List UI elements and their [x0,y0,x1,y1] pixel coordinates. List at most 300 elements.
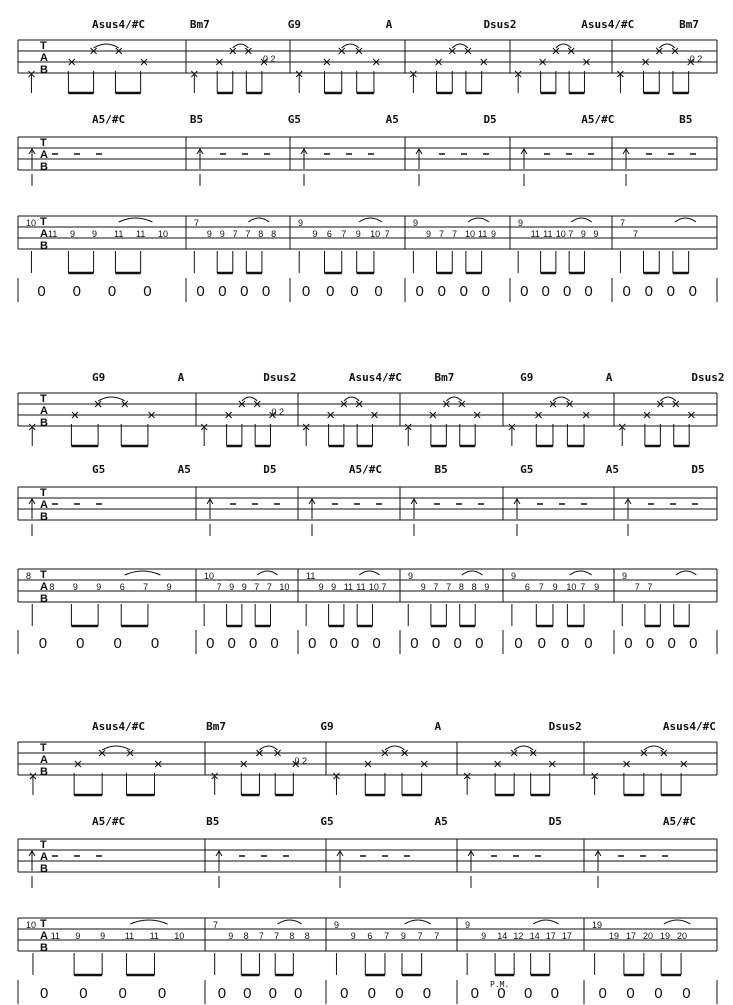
fret-number: 8 [26,571,32,581]
fret-number: 7 [254,582,260,592]
fret-number: 0 2 [689,54,703,64]
chord-name: A [605,371,613,384]
count-digit: 0 [308,635,317,652]
power-measure [625,499,698,536]
fret-number: 11 [149,931,159,941]
count-digit: 0 [624,635,633,652]
tie-arc [259,746,277,750]
chord-name: G5 [520,463,534,476]
count-digit: 0 [415,283,424,300]
power-measure [197,149,270,186]
fret-number: 7 [384,229,390,239]
tie-arc [462,571,483,575]
tab-clef-letter: A [40,581,48,593]
power-measure [216,851,289,888]
count-digit: 0 [79,985,88,1002]
power-measure [301,149,374,186]
chord-name: B5 [189,113,204,126]
count-digit: 0 [340,985,349,1002]
count-digit: 0 [350,635,360,652]
count-digit: 0 [666,283,675,300]
fret-number: 9 [408,571,414,581]
fret-number: 10 [204,571,215,581]
tab-clef-letter: T [40,569,47,581]
chord-name: Asus4/#C [581,18,635,31]
tab-clef-letter: T [40,137,47,149]
melody-measure [408,571,482,626]
tie-arc [675,218,696,222]
chord-name: G5 [320,815,334,828]
tab-clef-letter: B [40,64,48,76]
chord-name: Asus4/#C [348,371,402,384]
tab-clef-letter: A [40,228,48,240]
tie-arc [94,44,119,48]
tab-clef-letter: A [40,149,48,161]
fret-number: 14 [497,931,508,941]
fret-number: 7 [194,218,200,228]
count-digit: 0 [150,635,160,652]
tab-clef-letter: B [40,417,48,429]
fret-number: 7 [245,229,251,239]
fret-number: 9 [331,582,337,592]
count-digit: 0 [437,283,446,300]
chord-name: A [434,720,442,733]
fret-number: 7 [538,582,544,592]
tab-clef-letter: A [40,405,48,417]
count-row [18,278,717,302]
tie-arc [553,397,570,401]
fret-number: 9 [92,229,98,239]
fret-number: 7 [452,229,458,239]
count-digit: 0 [550,985,559,1002]
fret-number: 8 [271,229,277,239]
fret-number: 7 [258,931,264,941]
fret-number: 9 [622,571,628,581]
fret-number: 9 [350,931,356,941]
chord-name: D5 [483,113,497,126]
chord-name: A5/#C [92,113,126,126]
tab-clef-letter: T [40,393,47,405]
chord-name: Dsus2 [548,720,582,733]
tie-arc [664,920,691,924]
count-digit: 0 [395,985,404,1002]
fret-number: 9 [518,218,524,228]
chord-name: Dsus2 [483,18,517,31]
tie-arc [468,218,489,222]
fret-number: 7 [381,582,387,592]
tab-clef-letter: A [40,499,48,511]
tie-arc [130,920,167,924]
fret-number: 12 [513,931,524,941]
count-digit: 0 [217,985,227,1002]
count-digit: 0 [645,635,655,652]
tie-arc [125,571,161,575]
tie-arc [233,44,249,48]
fret-number: 10 [26,218,37,228]
count-digit: 0 [243,985,252,1002]
tab-clef-letter: T [40,742,47,754]
power-measure [411,499,484,536]
fret-number: 7 [417,931,423,941]
count-digit: 0 [422,985,432,1002]
fret-number: 0 2 [262,54,276,64]
melody-staff [18,918,717,989]
fret-number: 9 [400,931,406,941]
tie-arc [278,920,302,924]
tab-clef-letter: T [40,40,47,52]
melody-measure [518,218,591,273]
fret-number: 9 [72,582,78,592]
chord-name: G9 [92,371,106,384]
fret-number: 9 [334,920,340,930]
power-measure [207,499,280,536]
melody-measure [467,920,558,975]
chord-name: A [177,371,185,384]
count-digit: 0 [248,635,258,652]
fret-number: 9 [229,582,235,592]
melody-measure [194,218,269,273]
chord-name: A5/#C [348,463,383,476]
tie-arc [514,746,533,750]
chord-name: G9 [520,371,534,384]
count-digit: 0 [118,985,127,1002]
tie-arc [344,397,359,401]
tab-clef-letter: A [40,754,48,766]
fret-number: 10 [26,920,37,930]
fret-number: 11 [530,229,540,239]
melody-measure [33,920,168,975]
count-digit: 0 [562,283,572,300]
strum-staff [18,18,717,93]
fret-number: 19 [592,920,603,930]
fret-number: 10 [555,229,566,239]
fret-number: 0 2 [271,407,284,417]
fret-number: 9 [298,218,304,228]
count-digit: 0 [520,283,529,300]
fret-number: 20 [643,931,654,941]
palm-mute-label: P.M. [490,980,510,989]
count-digit: 0 [374,283,383,300]
count-digit: 0 [622,283,631,300]
power-measure [468,851,541,888]
fret-number: 9 [594,582,600,592]
tie-arc [446,397,461,401]
fret-number: 9 [75,931,81,941]
tie-arc [676,571,697,575]
chord-name: B5 [206,815,220,828]
fret-number: 6 [524,582,530,592]
fret-number: 7 [143,582,149,592]
fret-number: 7 [341,229,347,239]
melody-measure [622,571,696,626]
fret-number: 10 [279,582,290,592]
count-digit: 0 [206,635,215,652]
melody-measure [204,571,277,626]
fret-number: 7 [580,582,586,592]
melody-measure [215,920,302,975]
fret-number: 8 [258,229,264,239]
fret-number: 10 [368,582,379,592]
fret-number: 7 [384,931,390,941]
count-digit: 0 [689,635,698,652]
melody-measure [512,571,592,626]
fret-number: 7 [439,229,445,239]
fret-number: 7 [634,582,640,592]
count-digit: 0 [497,985,506,1002]
tab-clef-letter: B [40,511,48,523]
chord-name: Dsus2 [263,371,297,384]
melody-staff [18,569,717,626]
tab-clef-letter: B [40,942,48,954]
chord-name: A5/#C [92,815,126,828]
tie-arc [452,44,468,48]
count-digit: 0 [350,283,359,300]
fret-number: 11 [343,582,354,592]
count-digit: 0 [541,283,550,300]
fret-number: 7 [568,229,574,239]
count-digit: 0 [626,985,635,1002]
fret-number: 7 [647,582,653,592]
chord-name: A5 [605,463,620,476]
tie-arc [119,218,153,222]
power-measure [623,149,696,186]
chord-name: Asus4/#C [92,18,145,31]
melody-measure [31,218,152,273]
fret-number: 7 [232,229,238,239]
count-digit: 0 [560,635,570,652]
fret-number: 9 [465,920,471,930]
fret-number: 7 [274,931,280,941]
fret-number: 20 [677,931,688,941]
tie-arc [533,920,558,924]
fret-number: 10 [566,582,577,592]
fret-number: 9 [355,229,361,239]
chord-name: Asus4/#C [92,720,145,733]
tie-arc [385,746,405,750]
fret-number: 9 [593,229,599,239]
tie-arc [570,571,592,575]
count-digit: 0 [431,635,441,652]
fret-number: 9 [481,931,487,941]
melody-measure [299,218,382,273]
fret-number: 9 [312,229,318,239]
strum-staff [18,720,717,795]
tab-clef-letter: A [40,930,48,942]
chord-name: A5 [177,463,191,476]
fret-number: 10 [370,229,381,239]
fret-number: 11 [306,571,316,581]
fret-number: 9 [228,931,234,941]
tab-clef-letter: T [40,839,47,851]
count-digit: 0 [584,283,593,300]
chord-name: A [385,18,393,31]
melody-measure [336,920,430,975]
count-digit: 0 [107,283,117,300]
count-digit: 0 [654,985,663,1002]
count-digit: 0 [218,283,227,300]
fret-number: 7 [633,229,639,239]
count-digit: 0 [261,283,271,300]
tie-arc [257,571,277,575]
chord-name: D5 [548,815,562,828]
fret-number: 11 [543,229,553,239]
chord-name: Asus4/#C [662,720,716,733]
count-digit: 0 [523,985,533,1002]
count-digit: 0 [584,635,593,652]
count-digit: 0 [470,985,479,1002]
fret-number: 14 [529,931,540,941]
fret-number: 9 [426,229,432,239]
count-digit: 0 [481,283,491,300]
tie-arc [342,44,359,48]
tie-arc [660,397,675,401]
power-chord-staff [18,463,717,536]
power-chord-staff [18,815,717,888]
tab-clef-letter: B [40,240,48,252]
tie-arc [248,218,269,222]
fret-number: 11 [478,229,488,239]
fret-number: 7 [433,582,439,592]
fret-number: 11 [136,229,146,239]
count-digit: 0 [688,283,698,300]
count-digit: 0 [301,283,311,300]
tab-system [18,18,717,302]
chord-name: G5 [92,463,106,476]
fret-number: 11 [48,229,58,239]
fret-number: 9 [580,229,586,239]
tie-arc [405,920,431,924]
count-digit: 0 [143,283,152,300]
fret-number: 17 [545,931,556,941]
fret-number: 7 [216,582,222,592]
fret-number: 8 [289,931,295,941]
count-digit: 0 [326,283,335,300]
fret-number: 9 [166,582,172,592]
count-digit: 0 [367,985,377,1002]
fret-number: 9 [413,218,419,228]
melody-measure [620,218,696,273]
count-digit: 0 [157,985,167,1002]
fret-number: 9 [484,582,490,592]
tie-arc [644,746,664,750]
fret-number: 11 [114,229,124,239]
count-row [18,630,717,654]
tie-arc [571,218,591,222]
power-chord-staff [18,113,717,186]
fret-number: 10 [174,931,185,941]
count-digit: 0 [667,635,676,652]
tab-clef-letter: T [40,216,47,228]
tab-clef-letter: B [40,161,48,173]
tab-system [18,371,725,654]
tie-arc [556,44,571,48]
tab-system [18,720,717,1004]
chord-name: Bm7 [206,720,227,733]
fret-number: 0 2 [294,756,308,766]
count-digit: 0 [113,635,122,652]
count-digit: 0 [196,283,205,300]
count-digit: 0 [644,283,653,300]
chord-name: D5 [263,463,277,476]
count-digit: 0 [453,635,462,652]
melody-measure [595,920,691,975]
count-row [18,980,717,1004]
chord-name: G9 [320,720,334,733]
count-digit: 0 [72,283,81,300]
fret-number: 9 [511,571,517,581]
tie-arc [102,746,130,750]
tab-clef-letter: B [40,593,48,605]
count-digit: 0 [475,635,484,652]
melody-measure [413,218,489,273]
chord-name: A5 [385,113,399,126]
count-digit: 0 [37,283,46,300]
tab-clef-letter: T [40,487,47,499]
count-digit: 0 [410,635,419,652]
power-measure [514,499,587,536]
tab-clef-letter: T [40,918,47,930]
count-digit: 0 [40,985,49,1002]
fret-number: 9 [552,582,558,592]
fret-number: 8 [304,931,310,941]
fret-number: 9 [318,582,324,592]
chord-name: A5/#C [581,113,615,126]
chord-name: G5 [287,113,301,126]
melody-measure [306,571,379,626]
fret-number: 8 [243,931,249,941]
count-digit: 0 [598,985,607,1002]
fret-number: 9 [420,582,426,592]
chord-name: A5 [434,815,448,828]
fret-number: 9 [206,229,212,239]
fret-number: 9 [241,582,247,592]
tab-clef-letter: B [40,863,48,875]
fret-number: 8 [49,582,55,592]
count-digit: 0 [682,985,691,1002]
fret-number: 9 [491,229,497,239]
fret-number: 17 [626,931,637,941]
tie-arc [242,397,257,401]
melody-staff [18,216,717,273]
tie-arc [98,397,125,401]
tie-arc [359,218,382,222]
fret-number: 6 [367,931,373,941]
count-digit: 0 [240,283,249,300]
chord-name: G9 [287,18,301,31]
count-digit: 0 [459,283,468,300]
count-digit: 0 [372,635,381,652]
chord-name: B5 [434,463,448,476]
power-measure [416,149,489,186]
fret-number: 6 [326,229,332,239]
tab-clef-letter: B [40,766,48,778]
fret-number: 7 [434,931,440,941]
power-measure [337,851,410,888]
chord-name: Bm7 [434,371,455,384]
fret-number: 11 [124,931,135,941]
strum-staff [18,371,725,446]
fret-number: 17 [561,931,572,941]
fret-number: 9 [96,582,102,592]
fret-number: 8 [471,582,477,592]
chord-name: Dsus2 [691,371,725,384]
fret-number: 7 [213,920,219,930]
chord-name: B5 [679,113,693,126]
tab-clef-letter: A [40,851,48,863]
fret-number: 7 [620,218,626,228]
tie-arc [659,44,675,48]
tie-arc [359,571,379,575]
